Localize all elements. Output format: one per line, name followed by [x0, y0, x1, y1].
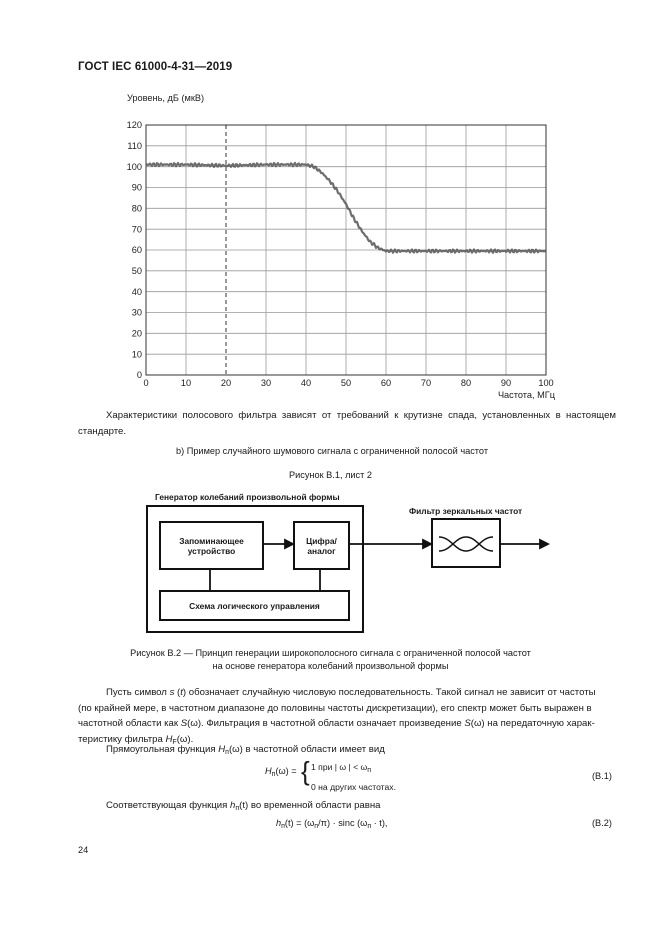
p1-var-S2: S	[464, 718, 471, 730]
y-tick-label: 110	[127, 141, 142, 152]
x-tick-label: 80	[460, 378, 472, 388]
p1-var-H: H	[165, 733, 173, 745]
p2-text-a: Прямоугольная функция	[106, 744, 219, 755]
p1-var-s: s	[169, 687, 175, 698]
y-tick-label: 90	[131, 182, 142, 193]
p1-sub-F: F	[172, 738, 177, 746]
diagram-connectors	[0, 480, 661, 640]
x-tick-label: 40	[300, 378, 312, 388]
figure-b2-line2: на основе генератора колебаний произвольной формы	[212, 661, 449, 671]
eq2-text-b: /π) · sinc (ω	[318, 818, 368, 828]
x-tick-label: 20	[220, 378, 232, 388]
p2-sub-n: п	[225, 749, 229, 756]
figure-b2-caption	[0, 647, 661, 673]
p1-line3b: (ω). Фильтрация в частотной области означает произведение	[187, 718, 465, 730]
p3-var-h: h	[230, 800, 236, 811]
y-tick-label: 40	[131, 286, 142, 297]
figure-b1-caption: Рисунок В.1, лист 2	[288, 470, 373, 480]
x-tick-label: 70	[420, 378, 432, 388]
p3-text-a: Соответствующая функция	[106, 800, 231, 811]
x-axis-label: Частота, МГц	[497, 390, 555, 400]
equation-b1-cases	[311, 759, 396, 796]
x-tick-label: 10	[180, 378, 192, 388]
y-tick-label: 60	[131, 245, 142, 256]
x-tick-label: 100	[538, 378, 554, 388]
generator-label: Генератор колебаний произвольной формы	[155, 492, 340, 502]
body-paragraph-2	[106, 742, 385, 761]
eq2-sub-n3: п	[367, 823, 372, 830]
p1-var-t: t	[180, 687, 183, 698]
p1-line3c: (ω) на передаточную харак-	[470, 718, 595, 730]
eq2-text-c: · t),	[371, 818, 388, 828]
body-paragraph-3	[106, 798, 381, 817]
x-tick-label: 50	[340, 378, 352, 388]
y-tick-label: 20	[131, 328, 142, 339]
eq1-case2: 0 на других частотах.	[311, 782, 396, 792]
y-tick-label: 120	[126, 120, 142, 131]
eq2-sub-n2: п	[314, 823, 319, 830]
equation-b1-number: (B.1)	[592, 771, 612, 781]
x-tick-label: 90	[500, 378, 512, 388]
filter-label: Фильтр зеркальных частот	[409, 506, 523, 516]
p3-text-b: (t) во временной области равна	[239, 800, 381, 811]
eq1-sub-n: п	[271, 771, 276, 778]
eq1-case1-sub: п	[367, 767, 372, 774]
p3-sub-n: п	[235, 805, 240, 812]
p1-line2: (по крайней мере, в частотном диапазоне до половины частоты дискретизации), его спектр может быть выражен в	[78, 702, 592, 714]
memory-label-line1: Запоминающее	[179, 535, 244, 546]
dac-label-line2: аналог	[307, 545, 336, 556]
sub-caption-b: b) Пример случайного шумового сигнала с ограниченной полосой частот	[176, 446, 489, 456]
body-paragraph-1	[78, 685, 616, 750]
y-tick-label: 0	[136, 370, 142, 381]
memory-label-line2: устройство	[187, 545, 236, 556]
dac-label-line1: Цифра/	[306, 535, 337, 546]
y-tick-label: 30	[131, 307, 142, 318]
x-tick-label: 0	[143, 378, 149, 388]
eq1-brace-icon: {	[301, 756, 310, 786]
eq2-var-h: h	[276, 818, 282, 828]
eq1-var-H: H	[265, 766, 272, 776]
p2-var-H: H	[218, 744, 226, 755]
p1-var-S: S	[180, 718, 188, 730]
eq2-text-a: (t) = (ω	[284, 818, 315, 828]
p1-text-c: ) обозначает случайную числовую последовательность. Такой сигнал не зависит от частоты	[182, 687, 596, 698]
y-tick-label: 50	[131, 266, 142, 277]
p2-text-b: (ω) в частотной области имеет вид	[228, 744, 385, 755]
equation-b1-lhs	[265, 766, 297, 778]
eq2-sub-n1: п	[281, 823, 285, 830]
p1-line4a: теристику фильтра	[78, 733, 166, 745]
frequency-response-chart	[0, 0, 661, 400]
p1-line3a: частотной области как	[78, 718, 181, 730]
document-header: ГОСТ IEC 61000-4-31—2019	[78, 61, 233, 73]
equation-b2-number: (B.2)	[592, 818, 612, 828]
page-number: 24	[78, 845, 89, 855]
p1-line4b: (ω).	[176, 733, 194, 745]
y-tick-label: 100	[126, 161, 142, 172]
filter-note: Характеристики полосового фильтра зависят от требований к крутизне спада, установленных в настоящем стандарте.	[78, 410, 616, 437]
figure-b2-line1: Рисунок В.2 — Принцип генерации широкополосного сигнала с ограниченной полосой частот	[130, 648, 531, 658]
equation-b2	[276, 818, 387, 830]
logic-label: Схема логического управления	[189, 600, 320, 611]
x-tick-label: 60	[380, 378, 392, 388]
y-axis-label: Уровень, дБ (мкВ)	[127, 93, 205, 103]
p1-text-b: (	[174, 687, 181, 698]
x-tick-label: 30	[260, 378, 272, 388]
y-tick-label: 80	[131, 203, 142, 214]
eq1-lhs-text: (ω) =	[275, 766, 297, 776]
y-tick-label: 10	[131, 349, 142, 360]
eq1-case1: 1 при | ω | < ω	[311, 762, 368, 772]
p1-text-a: Пусть символ	[106, 687, 170, 698]
y-tick-label: 70	[131, 224, 142, 235]
